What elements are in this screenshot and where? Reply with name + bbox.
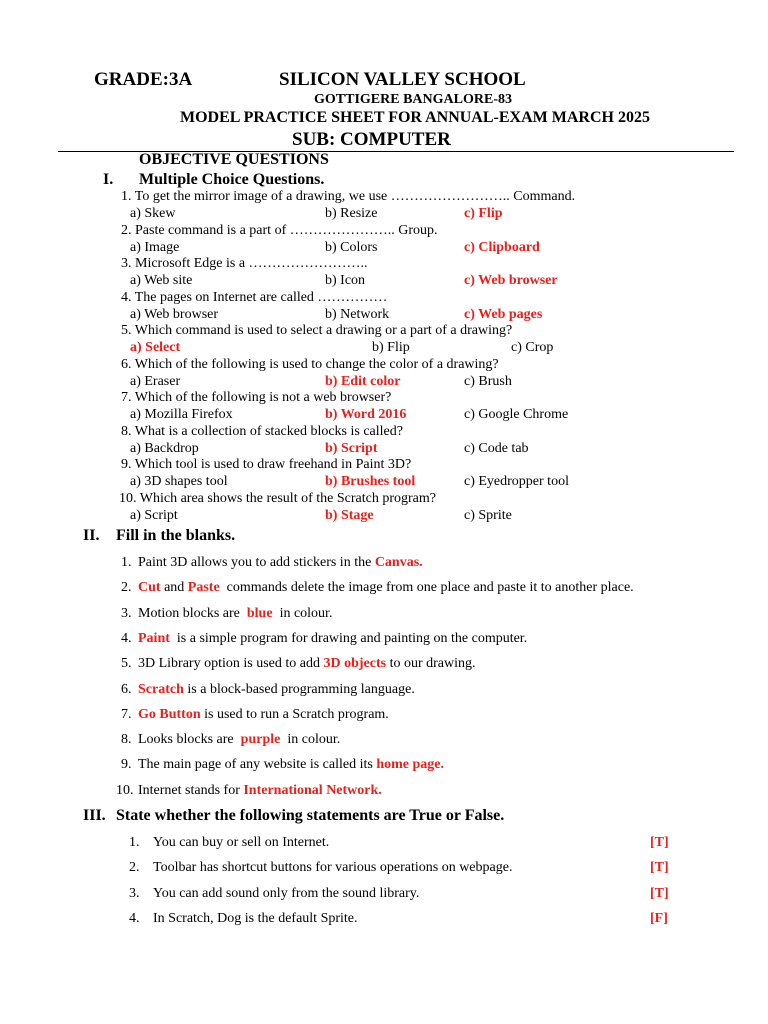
fill-sentence bbox=[138, 732, 340, 748]
fill-number: 7. bbox=[121, 706, 132, 722]
fill-sentence bbox=[138, 555, 423, 571]
fill-sentence bbox=[138, 631, 527, 647]
mcq-option-a: a) Select bbox=[130, 340, 181, 355]
fill-text: Motion blocks are bbox=[138, 605, 247, 621]
fill-number: 2. bbox=[121, 580, 132, 596]
mcq-option-b: b) Resize bbox=[325, 206, 378, 221]
fill-text: is a simple program for drawing and painting on the computer. bbox=[169, 630, 528, 646]
mcq-option-b: b) Stage bbox=[325, 507, 374, 523]
fill-answer: purple bbox=[240, 732, 281, 748]
mcq-option-c: c) Clipboard bbox=[464, 239, 540, 255]
mcq-option-a: a) Backdrop bbox=[130, 440, 199, 456]
mcq-question: 6. Which of the following is used to change the color of a drawing? bbox=[121, 356, 499, 372]
fill-sentence bbox=[138, 656, 476, 672]
fill-answer: Canvas. bbox=[374, 555, 423, 570]
fill-text: is used to run a Scratch program. bbox=[200, 706, 389, 722]
tf-statement: You can buy or sell on Internet. bbox=[153, 835, 330, 850]
mcq-option-b: b) Brushes tool bbox=[325, 474, 416, 489]
tf-statement: Toolbar has shortcut buttons for various operations on webpage. bbox=[153, 860, 513, 876]
fill-text: The main page of any website is called its bbox=[138, 757, 377, 773]
mcq-option-a: a) Eraser bbox=[130, 373, 181, 389]
fill-sentence bbox=[138, 707, 389, 723]
mcq-section-number: I. bbox=[103, 171, 114, 188]
fill-text: is a block-based programming language. bbox=[183, 681, 415, 697]
mcq-option-a: a) Web site bbox=[130, 273, 193, 288]
mcq-option-c: c) Brush bbox=[464, 373, 512, 389]
mcq-question: 2. Paste command is a part of ………………….. Group. bbox=[121, 222, 438, 238]
school-name: SILICON VALLEY SCHOOL bbox=[279, 69, 526, 90]
mcq-option-a: a) Web browser bbox=[130, 306, 219, 322]
mcq-option-c: c) Eyedropper tool bbox=[464, 474, 569, 489]
tf-statement: In Scratch, Dog is the default Sprite. bbox=[153, 910, 358, 926]
fill-answer: Paste bbox=[187, 580, 220, 596]
sheet-title: MODEL PRACTICE SHEET FOR ANNUAL-EXAM MARCH 2025 bbox=[180, 109, 650, 126]
school-address: GOTTIGERE BANGALORE-83 bbox=[314, 92, 512, 107]
fill-text: in colour. bbox=[272, 605, 333, 621]
mcq-option-c: c) Google Chrome bbox=[464, 407, 569, 422]
fill-answer: home page. bbox=[376, 757, 444, 773]
fill-sentence bbox=[138, 606, 332, 622]
mcq-option-c: c) Web pages bbox=[464, 306, 543, 322]
mcq-option-c: c) Web browser bbox=[464, 273, 558, 288]
tf-number: 3. bbox=[129, 885, 140, 901]
mcq-question: 7. Which of the following is not a web browser? bbox=[121, 390, 392, 405]
mcq-question: 4. The pages on Internet are called …………… bbox=[121, 289, 388, 305]
tf-answer: [T] bbox=[650, 860, 669, 876]
mcq-option-a: a) 3D shapes tool bbox=[130, 474, 228, 489]
fill-answer: 3D objects bbox=[323, 656, 387, 672]
mcq-option-b: b) Flip bbox=[372, 340, 410, 355]
fill-text: Paint 3D allows you to add stickers in the bbox=[138, 555, 375, 570]
fill-text: and bbox=[160, 580, 188, 596]
fill-sentence bbox=[138, 757, 444, 773]
fill-answer: International Network. bbox=[243, 782, 382, 798]
subject-title: SUB: COMPUTER bbox=[292, 129, 451, 150]
mcq-option-b: b) Network bbox=[325, 306, 390, 322]
mcq-option-c: c) Sprite bbox=[464, 507, 512, 523]
mcq-option-b: b) Colors bbox=[325, 239, 378, 255]
fill-section-number: II. bbox=[83, 527, 100, 544]
fill-text: in colour. bbox=[280, 732, 341, 748]
objective-title: OBJECTIVE QUESTIONS bbox=[139, 151, 329, 168]
mcq-question: 1. To get the mirror image of a drawing, we use …………………….. Command. bbox=[121, 189, 576, 204]
mcq-option-b: b) Word 2016 bbox=[325, 407, 407, 422]
fill-text: to our drawing. bbox=[386, 656, 476, 672]
mcq-question: 8. What is a collection of stacked blocks is called? bbox=[121, 423, 403, 439]
fill-text: 3D Library option is used to add bbox=[138, 656, 324, 672]
fill-number: 8. bbox=[121, 732, 132, 748]
mcq-option-a: a) Mozilla Firefox bbox=[130, 407, 233, 422]
fill-answer: Paint bbox=[138, 630, 170, 646]
mcq-option-b: b) Edit color bbox=[325, 373, 401, 389]
mcq-option-a: a) Image bbox=[130, 239, 180, 255]
grade-label: GRADE:3A bbox=[94, 69, 193, 90]
fill-number: 5. bbox=[121, 656, 132, 672]
fill-section-title: Fill in the blanks. bbox=[116, 527, 236, 544]
fill-number: 1. bbox=[121, 555, 132, 570]
tf-answer: [T] bbox=[650, 885, 669, 901]
mcq-option-a: a) Script bbox=[130, 507, 178, 523]
tf-number: 2. bbox=[129, 860, 140, 876]
mcq-option-c: c) Flip bbox=[464, 206, 503, 221]
mcq-section-title: Multiple Choice Questions. bbox=[139, 171, 325, 188]
mcq-question: 9. Which tool is used to draw freehand in Paint 3D? bbox=[121, 457, 412, 472]
fill-number: 9. bbox=[121, 757, 132, 773]
fill-answer: blue bbox=[246, 605, 273, 621]
mcq-option-c: c) Crop bbox=[511, 340, 554, 355]
tf-statement: You can add sound only from the sound library. bbox=[153, 885, 420, 901]
mcq-option-b: b) Script bbox=[325, 440, 378, 456]
fill-sentence bbox=[138, 682, 415, 698]
fill-text: Internet stands for bbox=[138, 782, 244, 798]
mcq-question: 5. Which command is used to select a drawing or a part of a drawing? bbox=[121, 323, 513, 338]
mcq-option-b: b) Icon bbox=[325, 273, 366, 288]
tf-section-title: State whether the following statements are True or False. bbox=[116, 807, 505, 824]
tf-answer: [F] bbox=[650, 910, 668, 926]
fill-sentence bbox=[138, 783, 382, 799]
fill-text: commands delete the image from one place and paste it to another place. bbox=[219, 580, 634, 596]
mcq-question: 3. Microsoft Edge is a …………………….. bbox=[121, 256, 368, 271]
fill-number: 3. bbox=[121, 605, 132, 621]
fill-text: Looks blocks are bbox=[138, 732, 241, 748]
fill-sentence bbox=[138, 580, 634, 596]
fill-number: 10. bbox=[116, 782, 134, 798]
fill-answer: Cut bbox=[138, 580, 161, 596]
tf-section-number: III. bbox=[83, 807, 106, 824]
mcq-option-c: c) Code tab bbox=[464, 440, 529, 456]
fill-number: 6. bbox=[121, 681, 132, 697]
fill-answer: Scratch bbox=[138, 681, 184, 697]
mcq-option-a: a) Skew bbox=[130, 206, 176, 221]
tf-answer: [T] bbox=[650, 835, 669, 850]
fill-number: 4. bbox=[121, 630, 132, 646]
fill-answer: Go Button bbox=[138, 706, 201, 722]
tf-number: 4. bbox=[129, 910, 140, 926]
tf-number: 1. bbox=[129, 835, 140, 850]
mcq-question: 10. Which area shows the result of the Scratch program? bbox=[119, 490, 436, 506]
